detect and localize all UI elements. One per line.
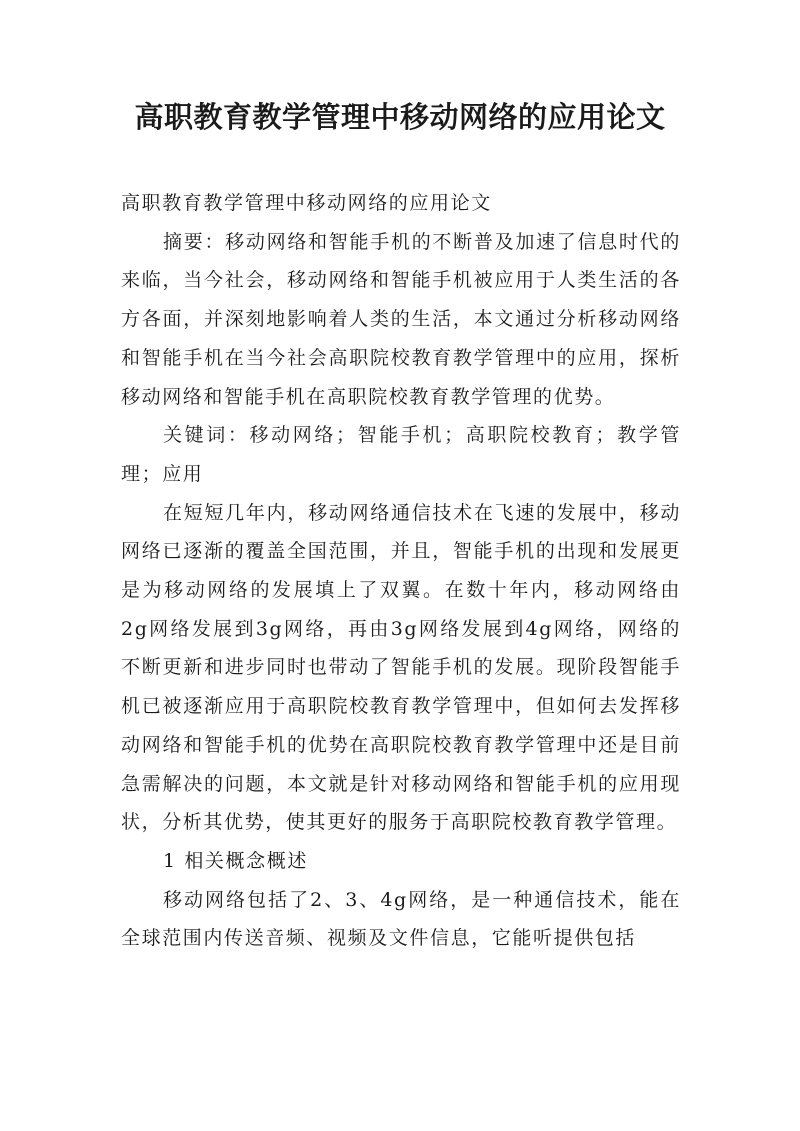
section-heading: 1 相关概念概述 — [163, 849, 308, 872]
section-paragraph: 移动网络包括了2、3、4g网络，是一种通信技术，能在全球范围内传送音频、视频及文件信息，它能听提供包括 — [121, 888, 681, 950]
document-body — [121, 184, 681, 958]
document-title: 高职教育教学管理中移动网络的应用论文 — [134, 100, 666, 134]
intro-paragraph: 在短短几年内，移动网络通信技术在飞速的发展中，移动网络已逐渐的覆盖全国范围，并且，智能手机的出现和发展更是为移动网络的发展填上了双翼。在数十年内，移动网络由2g网络发展到3g网络，再由3g网络发展到4g网络，网络的不断更新和进步同时也带动了智能手机的发展。现阶段智能手机已被逐渐应用于高职院校教育教学管理中，但如何去发挥移动网络和智能手机的优势在高职院校教育教学管理中还是目前急需解决的问题，本文就是针对移动网络和智能手机的应用现状，分析其优势，使其更好的服务于高职院校教育教学管理。 — [121, 501, 681, 834]
keywords-paragraph: 关键词：移动网络；智能手机；高职院校教育；教学管理；应用 — [121, 424, 681, 485]
abstract-paragraph: 摘要：移动网络和智能手机的不断普及加速了信息时代的来临，当今社会，移动网络和智能手机被应用于人类生活的各方各面，并深刻地影响着人类的生活，本文通过分析移动网络和智能手机在当今社会高职院校教育教学管理中的应用，探析移动网络和智能手机在高职院校教育教学管理的优势。 — [121, 230, 681, 408]
document-subtitle: 高职教育教学管理中移动网络的应用论文 — [121, 192, 492, 214]
